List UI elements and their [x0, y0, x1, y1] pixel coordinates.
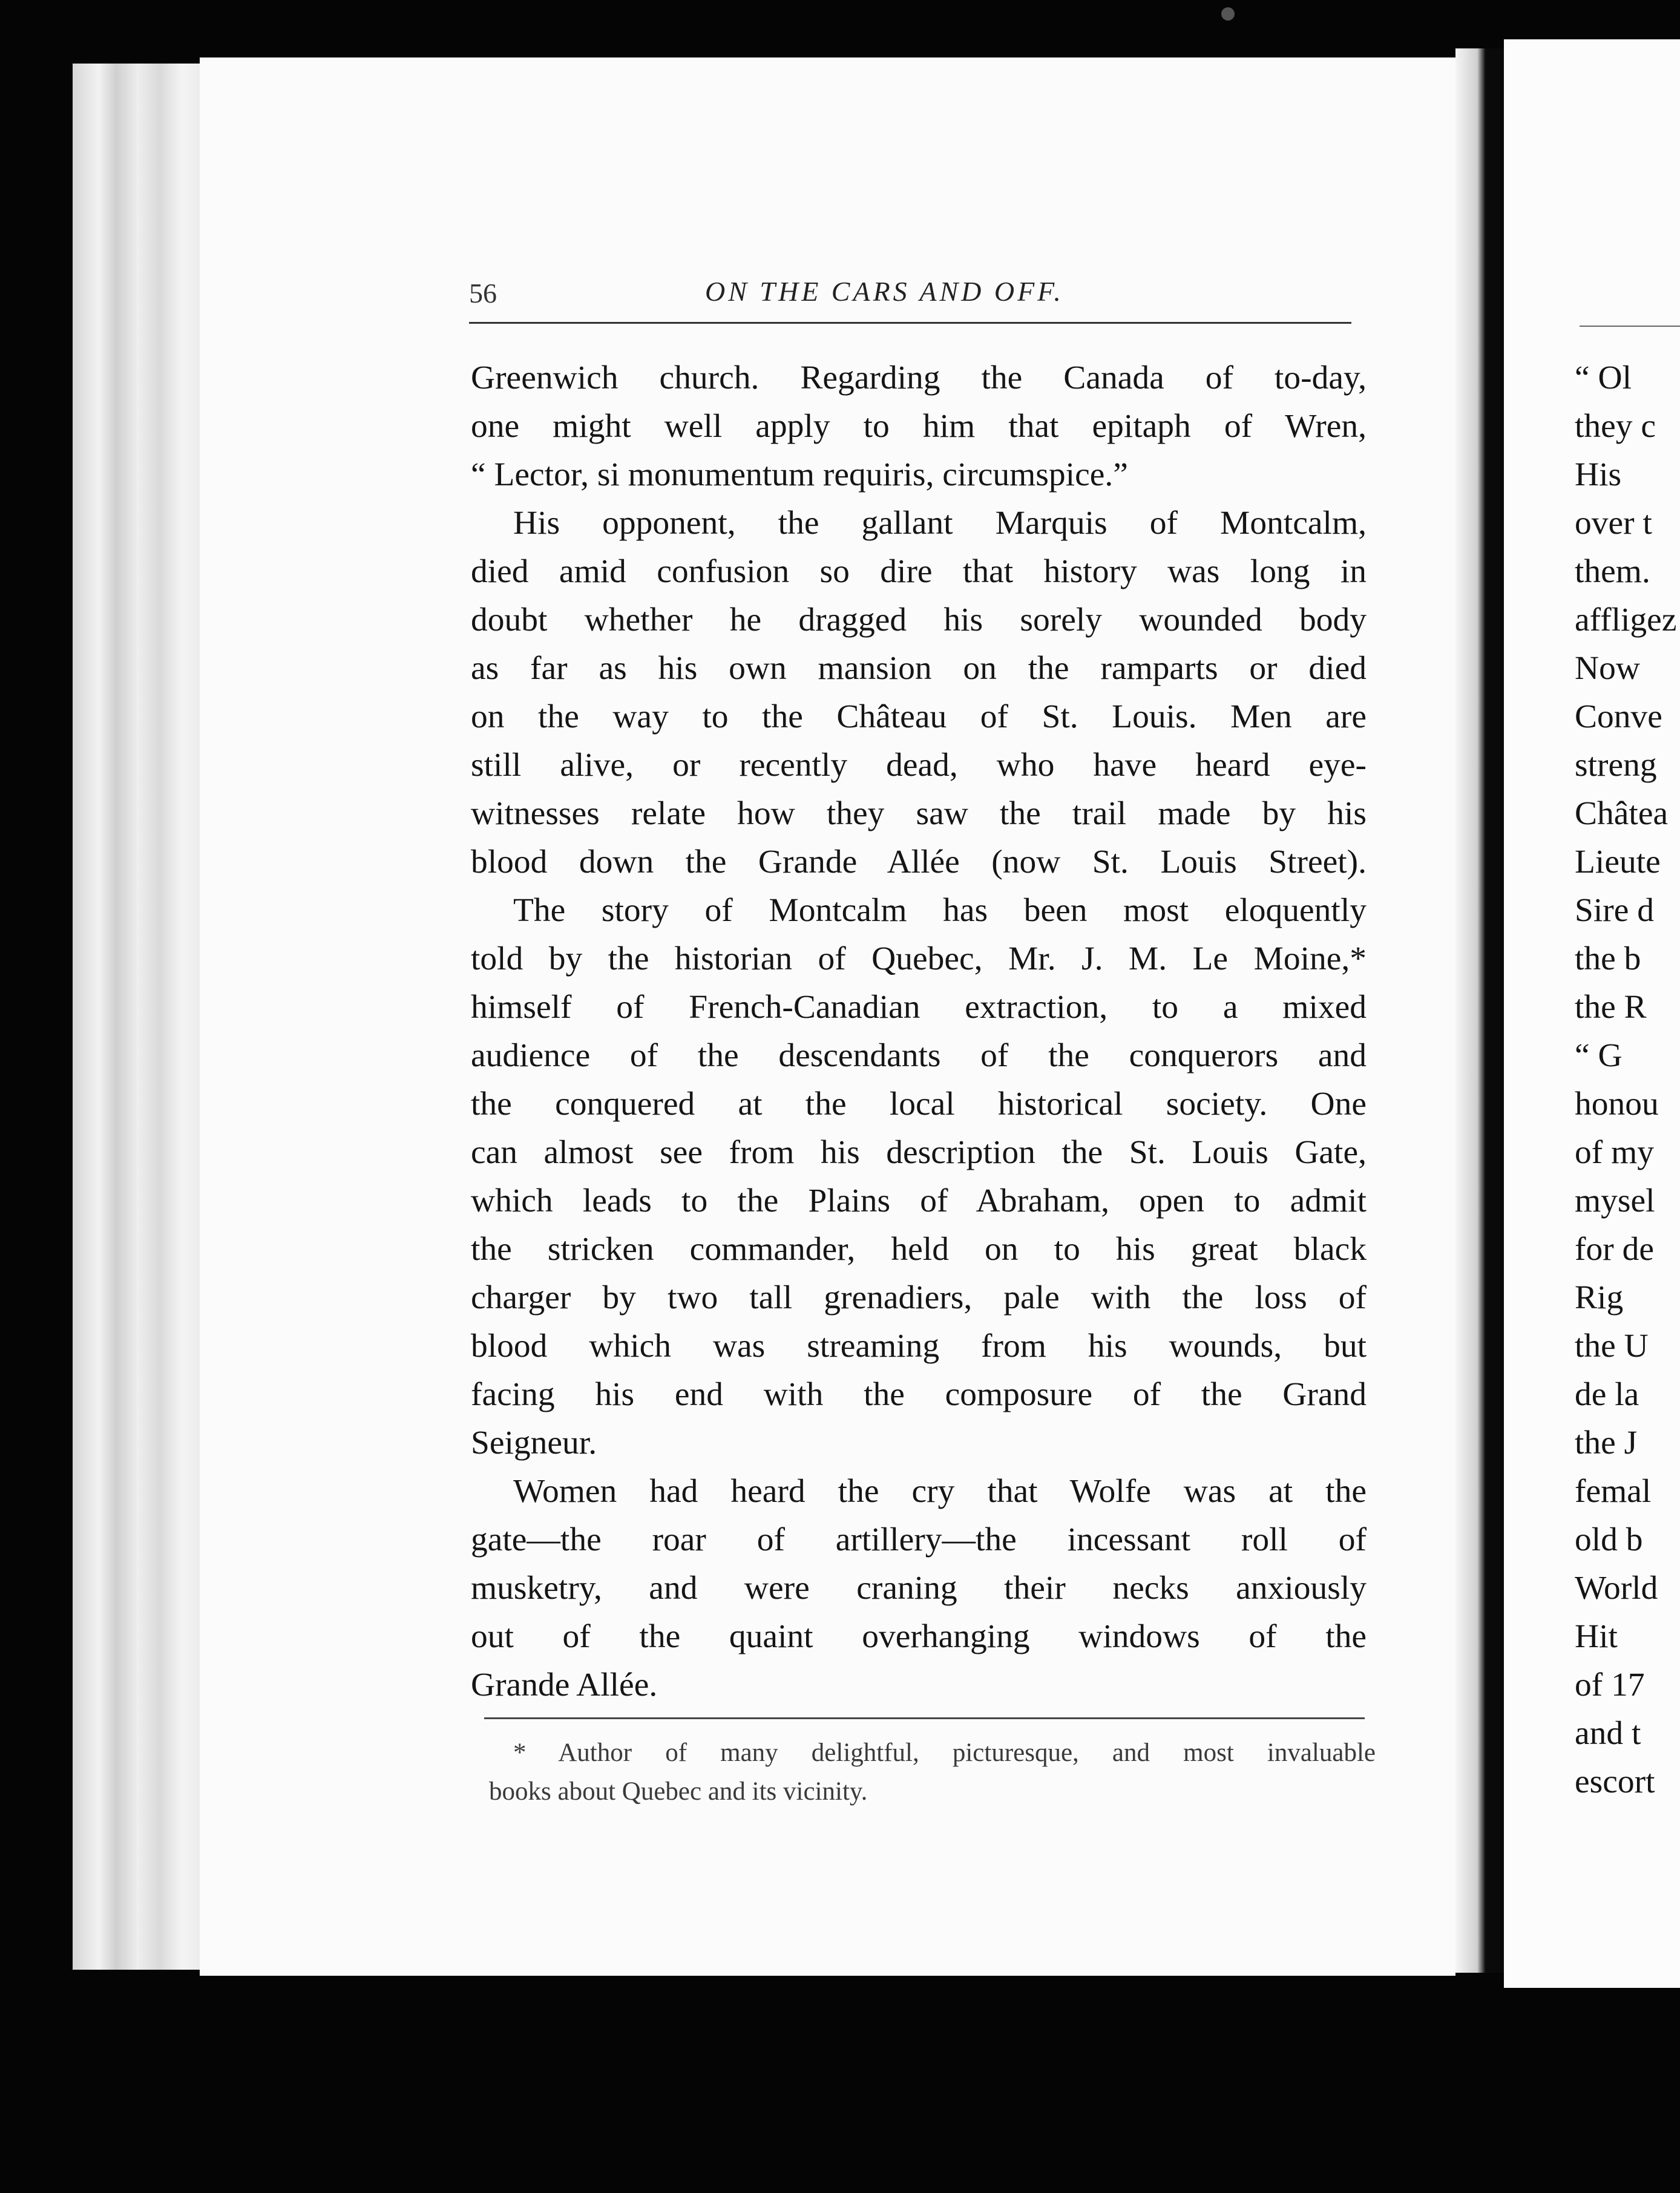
text-line: the stricken commander, held on to his great black — [471, 1231, 1367, 1268]
fragment-line: they c — [1575, 408, 1656, 445]
body-text — [471, 354, 1367, 1709]
fragment-line: His — [1575, 456, 1622, 493]
fragment-line: streng — [1575, 747, 1657, 784]
running-head: ON THE CARS AND OFF. — [705, 276, 1064, 307]
fragment-line: “ G — [1575, 1037, 1623, 1074]
footnote-line: * Author of many delightful, picturesque, and most invaluable — [513, 1739, 1376, 1767]
text-line: can almost see from his description the St. Louis Gate, — [471, 1134, 1367, 1171]
text-line: facing his end with the composure of the Grand — [471, 1376, 1367, 1413]
fragment-line: them. — [1575, 553, 1650, 590]
paragraph — [471, 499, 1367, 887]
fragment-line: the U — [1575, 1328, 1649, 1365]
text-line: musketry, and were craning their necks anxiously — [471, 1570, 1367, 1607]
dust-speck — [1221, 7, 1235, 21]
text-line: himself of French-Canadian extraction, to a mixed — [471, 989, 1367, 1026]
fragment-line: old b — [1575, 1521, 1643, 1558]
fragment-line: affligez — [1575, 602, 1677, 638]
fragment-line: escort — [1575, 1763, 1655, 1800]
fragment-line: Hit — [1575, 1618, 1618, 1655]
footnote — [489, 1734, 1376, 1811]
fragment-line: over t — [1575, 505, 1652, 542]
text-line: told by the historian of Quebec, Mr. J. M. Le Moine,* — [471, 940, 1367, 977]
paragraph — [471, 887, 1367, 1467]
fragment-line: Rig — [1575, 1279, 1624, 1316]
text-line: still alive, or recently dead, who have heard eye- — [471, 747, 1367, 784]
book-gutter — [1455, 48, 1504, 1973]
text-line: charger by two tall grenadiers, pale with the loss of — [471, 1279, 1367, 1316]
text-line: died amid confusion so dire that history was long in — [471, 553, 1367, 590]
fragment-line: femal — [1575, 1473, 1652, 1510]
fragment-line: de la — [1575, 1376, 1639, 1413]
fragment-line: the R — [1575, 989, 1647, 1026]
header-rule — [469, 322, 1351, 324]
text-line: blood which was streaming from his wounds, but — [471, 1328, 1367, 1365]
page-edges — [73, 64, 218, 1970]
text-line: on the way to the Château of St. Louis. Men are — [471, 698, 1367, 735]
text-line: The story of Montcalm has been most eloquently — [513, 892, 1367, 929]
text-line: out of the quaint overhanging windows of the — [471, 1618, 1367, 1655]
text-line: His opponent, the gallant Marquis of Montcalm, — [513, 505, 1367, 542]
fragment-line: “ Ol — [1575, 359, 1632, 396]
fragment-line: of my — [1575, 1134, 1655, 1171]
footnote-rule — [484, 1717, 1365, 1719]
fragment-line: honou — [1575, 1086, 1659, 1123]
text-line: as far as his own mansion on the ramparts or died — [471, 650, 1367, 687]
fragment-line: mysel — [1575, 1182, 1655, 1219]
fragment-line: Conve — [1575, 698, 1662, 735]
paragraph — [471, 1467, 1367, 1709]
fragment-line: and t — [1575, 1715, 1641, 1752]
text-line: doubt whether he dragged his sorely wounded body — [471, 602, 1367, 638]
fragment-line: World — [1575, 1570, 1658, 1607]
footnote-line: books about Quebec and its vicinity. — [489, 1777, 868, 1806]
fragment-line: Lieute — [1575, 844, 1661, 880]
text-line: gate—the roar of artillery—the incessant roll of — [471, 1521, 1367, 1558]
fragment-line: the b — [1575, 940, 1641, 977]
text-line: one might well apply to him that epitaph of Wren, — [471, 408, 1367, 445]
text-line: Seigneur. — [471, 1424, 597, 1461]
fragment-line: the J — [1575, 1424, 1638, 1461]
paragraph — [471, 354, 1367, 499]
text-line: “ Lector, si monumentum requiris, circumspice.” — [471, 456, 1128, 493]
text-line: Grande Allée. — [471, 1667, 658, 1703]
text-line: Greenwich church. Regarding the Canada of to-day, — [471, 359, 1367, 396]
fragment-line: Sire d — [1575, 892, 1655, 929]
text-line: which leads to the Plains of Abraham, open to admit — [471, 1182, 1367, 1219]
right-page-header-rule — [1580, 326, 1680, 327]
fragment-line: of 17 — [1575, 1667, 1645, 1703]
page-number: 56 — [469, 278, 497, 309]
fragment-line: Now — [1575, 650, 1640, 687]
text-line: blood down the Grande Allée (now St. Louis Street). — [471, 844, 1367, 880]
fragment-line: Châtea — [1575, 795, 1669, 832]
text-line: Women had heard the cry that Wolfe was at the — [513, 1473, 1367, 1510]
text-line: witnesses relate how they saw the trail made by his — [471, 795, 1367, 832]
fragment-line: for de — [1575, 1231, 1654, 1268]
text-line: the conquered at the local historical society. One — [471, 1086, 1367, 1123]
text-line: audience of the descendants of the conquerors and — [471, 1037, 1367, 1074]
right-page-text — [1575, 354, 1680, 1806]
